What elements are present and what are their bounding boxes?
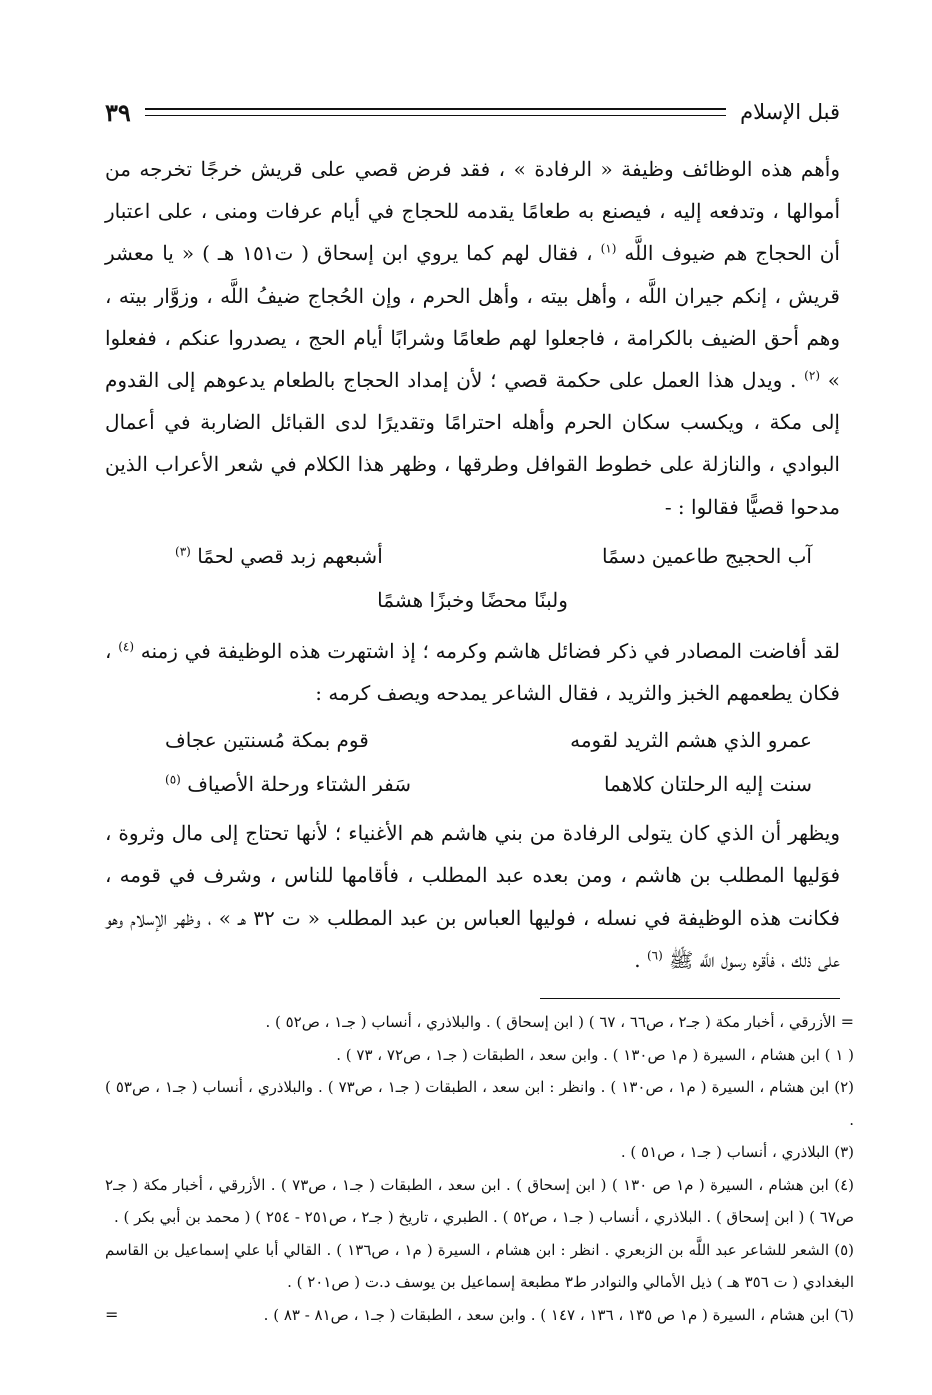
verse-line xyxy=(105,762,840,806)
header-rule xyxy=(145,108,726,116)
verse-text: سنت إليه الرحلتان كلاهما xyxy=(603,772,812,797)
continuation-mark: = xyxy=(840,1012,854,1031)
footnote-6-row xyxy=(105,1299,854,1332)
verse-hemistich xyxy=(602,534,812,578)
paragraph-abbas xyxy=(105,812,840,981)
footnote-4: (٤) ابن هشام ، السيرة ( م١ ص ١٣٠ ) ( ابن إسحاق ) . ابن سعد ، الطبقات ( جـ١ ، ص٧٣ ) . الأزرقي ، أخبار مكة ( جـ٢ ص٦٧ ) ( ابن إسحاق ) . البلاذري ، أنساب ( جـ١ ، ص٥٢ ) . الطبري ، تاريخ ( جـ٢ ، ص٢٥١ - ٢٥٤ ) ( محمد بن أبي بكر ) . xyxy=(105,1175,855,1226)
paragraph-text: وأهم هذه الوظائف وظيفة « الرفادة » ، فقد فرض قصي على قريش خرجًا تخرجه من أموالها ، وتدفعه إليه ، فيصنع به طعامًا يقدمه للحجاج في أيام عرفات ومنى ، على اعتبار أن الحجاج هم ضيوف اللَّه xyxy=(105,157,840,266)
page-number: ٣٩ xyxy=(105,97,131,127)
paragraph-text: ، فكان يطعمهم الخبز والثريد ، فقال الشاعر يمدحه ويصف كرمه : xyxy=(105,638,840,706)
footnote-marker[interactable]: (٢) xyxy=(804,368,820,383)
main-text xyxy=(105,148,840,981)
verse-text: قوم بمكة مُسنتين عجاف xyxy=(165,728,369,753)
poem-hashim xyxy=(105,718,840,806)
footnote-marker[interactable]: (٦) xyxy=(646,948,663,963)
footnote-marker[interactable]: (١) xyxy=(600,241,617,256)
paragraph-text: لقد أفاضت المصادر في ذكر فضائل هاشم وكرمه ؛ إذ اشتهرت هذه الوظيفة في زمنه xyxy=(140,638,841,663)
verse-line xyxy=(105,578,840,622)
verse-text: سَفر الشتاء ورحلة الأصياف xyxy=(187,772,412,797)
paragraph-text: ، فقال لهم كما يروي ابن إسحاق ( ت١٥١ هـ ) « يا معشر قريش ، إنكم جيران اللَّه ، وأهل بيته ، وأهل الحرم ، وإن الحُجاج ضيفُ اللَّه ، وزوَّار بيته ، وهم أحق الضيف بالكرامة ، فاجعلوا لهم طعامًا وشرابًا أيام الحج ، يصدروا عنكم ، ففعلوا » xyxy=(105,241,840,393)
footnote-6: (٦) ابن هشام ، السيرة ( م١ ص ١٣٥ ، ١٣٦ ، ١٤٧ ) . وابن سعد ، الطبقات ( جـ١ ، ص٨١ - ٨٣ ) . xyxy=(263,1305,854,1324)
running-title: قبل الإسلام xyxy=(740,100,840,124)
footnote-continued xyxy=(105,1006,854,1039)
footnote-1: ( ١ ) ابن هشام ، السيرة ( م١ ص١٣٠ ) . وابن سعد ، الطبقات ( جـ١ ، ص٧٢ ، ٧٣ ) . xyxy=(336,1045,854,1064)
paragraph-text: . xyxy=(634,947,641,972)
paragraph-text: ويظهر أن الذي كان يتولى الرفادة من بني هاشم هم الأغنياء ؛ لأنها تحتاج إلى مال وثروة ، فوَليها المطلب بن هاشم ، ومن بعده عبد المطلب ، فأقامها للناس ، وشرف في قومه ، فكانت هذه الوظيفة في نسله ، فوليها العباس بن عبد المطلب « ت ٣٢ هـ » ، وظهر الإسلام وهو على ذلك ، فأقره رسول اللَّه ﷺ xyxy=(105,821,840,972)
footnote-2: (٢) ابن هشام ، السيرة ( م١ ، ص١٣٠ ) . وانظر : ابن سعد ، الطبقات ( جـ١ ، ص٧٣ ) . والبلاذري ، أنساب ( جـ١ ، ص٥٣ ) . xyxy=(105,1078,854,1129)
footnote-marker[interactable]: (٥) xyxy=(165,772,181,787)
verse-line xyxy=(105,534,840,578)
verse-text: آب الحجيج طاعمين دسمًا xyxy=(602,543,812,568)
footnote-3: (٣) البلاذري ، أنساب ( جـ١ ، ص٥١ ) . xyxy=(620,1143,854,1161)
verse-line xyxy=(105,718,840,762)
poem-qusay xyxy=(105,534,840,622)
paragraph-text: . ويدل هذا العمل على حكمة قصي ؛ لأن إمداد الحجاج بالطعام يدعوهم إلى القدوم إلى مكة ، ويكسب سكان الحرم وأهله احترامًا وتقديرًا لدى القبائل الضاربة في أعمال البوادي ، والنازلة على خطوط القوافل وطرقها ، وظهر هذا الكلام في شعر الأعراب الذين مدحوا قصيًّا فقالوا : - xyxy=(105,368,840,519)
continuation-mark: = xyxy=(105,1304,119,1324)
verse-text: عمرو الذي هشم الثريد لقومه xyxy=(570,728,812,753)
footnote-marker[interactable]: (٤) xyxy=(118,639,135,654)
page-header xyxy=(105,92,840,132)
paragraph-rifada xyxy=(105,148,840,528)
verse-text: ولبنًا محضًا وخبزًا هشمًا xyxy=(377,587,568,612)
footnote-separator xyxy=(540,998,840,999)
paragraph-hashim xyxy=(105,630,840,714)
footnote-text: الأزرقي ، أخبار مكة ( جـ٢ ، ص٦٦ ، ٦٧ ) ( ابن إسحاق ) . والبلاذري ، أنساب ( جـ١ ، ص٥٢ ) . xyxy=(265,1013,836,1031)
verse-hemistich xyxy=(175,534,383,578)
verse-text: أشبعهم زبد قصي لحمًا xyxy=(197,543,383,568)
footnote-5: (٥) الشعر للشاعر عبد اللَّه بن الزبعري . انظر : ابن هشام ، السيرة ( م١ ، ص١٣٦ ) . القالي أبا علي إسماعيل بن القاسم البغدادي ( ت ٣٥٦ هـ ) ذيل الأمالي والنوادر ط٣ مطبعة إسماعيل بن يوسف د.ت ( ص٢٠١ ) . xyxy=(105,1240,854,1291)
verse-hemistich xyxy=(165,762,411,806)
footnotes xyxy=(105,1006,854,1331)
footnote-marker[interactable]: (٣) xyxy=(175,544,191,559)
